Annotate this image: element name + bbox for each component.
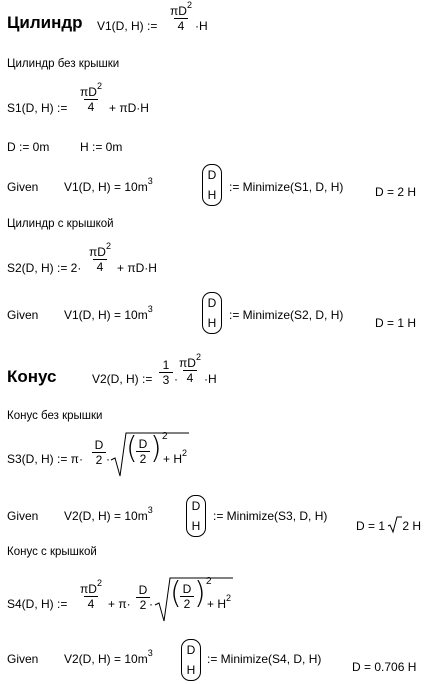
s4-lhs: S4(D, H) := [7,597,68,611]
volume-constraint[interactable]: V1(D, $H) = 10m^3$ [64,304,153,322]
volume-constraint[interactable]: V2(D, $H) = 10m^3$ [64,505,153,523]
init-d[interactable]: D := 0m [7,140,50,154]
result-vector: D H [202,164,222,206]
volume-rhs: ·H [204,372,217,386]
s1-rhs: + πD·H [109,101,149,115]
d-over-2-fraction: D 2 [92,439,106,466]
sqrt-symbol [388,517,402,533]
s3-lhs: S3(D, H) := π· [7,452,83,466]
cylinder-closed-subtitle: Цилиндр с крышкой [7,218,114,230]
minimize-call[interactable]: := Minimize(S2, D, H) [229,308,344,322]
s4-fraction: $\pi D^2$ 4 [80,578,102,611]
result-ratio: D = 1 H [375,316,417,330]
inner-d-over-2: D 2 [136,438,150,465]
s2-fraction: $\pi D^2$ 4 [89,241,111,274]
result-ratio: D = 0.706 H [352,660,417,674]
minimize-call[interactable]: := Minimize(S3, D, H) [213,509,328,523]
volume-lhs: V2(D, H) := [92,372,153,386]
one-third-fraction: 1 3 [159,359,173,386]
inner-d-over-2: D 2 [180,583,194,610]
given-keyword[interactable]: Given [7,308,39,322]
cylinder-title: Цилиндр [7,13,83,32]
s1-fraction: $\pi D^2$ 4 [80,81,102,114]
result-vector: D H [202,292,222,334]
cone-title: Конус [7,367,57,386]
cylinder-open-subtitle: Цилиндр без крышки [7,58,120,70]
volume-fraction: $\pi D^2$ 4 [179,352,201,385]
given-keyword[interactable]: Given [7,509,39,523]
result-ratio: D = 2 H [375,185,417,199]
s1-lhs: S1(D, H) := [7,101,68,115]
s2-rhs: + πD·H [117,261,157,275]
cone-open-subtitle: Конус без крышки [7,410,103,422]
minimize-call[interactable]: := Minimize(S4, D, H) [207,652,322,666]
given-keyword[interactable]: Given [7,180,39,194]
init-h[interactable]: H := 0m [80,140,123,154]
minimize-call[interactable]: := Minimize(S1, D, H) [229,180,344,194]
result-vector: D H [181,639,201,681]
given-keyword[interactable]: Given [7,652,39,666]
result-vector: D H [186,495,206,537]
volume-rhs: ·H [195,19,208,33]
cone-closed-subtitle: Конус с крышкой [7,546,97,558]
result-ratio: D = 1 2 H [356,519,422,533]
volume-lhs: V1(D, H) := [97,19,158,33]
volume-constraint[interactable]: V2(D, $H) = 10m^3$ [64,648,153,666]
volume-constraint[interactable]: V1(D, $H) = 10m^3$ [64,176,153,194]
s2-lhs: S2(D, H) := 2· [7,261,82,275]
mathcad-worksheet: Цилиндр V1(D, H) := $\pi D^2$ 4 ·H Цилиндр без крышки S1(D, H) := $\pi D^2$ 4 + πD·H D := 0m H := 0m Given V1(D, $H) = 10m^3$ D H := Minimize(S1, D, H) D = 2 H Цилиндр с крышкой S2(D, H) := 2· $\pi D^2$ 4 + πD·H Given V1(D, $H) = 10m^3$ D H := Minimize(S2, D, H) D = 1 H Конус V2(D, H) := 1 3 · $\pi D^2$ 4 ·H Конус без крышки S3(D, H) := π· D 2 · ( D 2 ) 2 + $H^2$ Given V2(D, $H) = 10m^3$ D H := Minimize(S3, D, H) D = 1 2 H Конус с крышкой S4(D, H) := $\pi D^2$ 4 + π· D 2 · ( D 2 ) 2 + $H^2$ Given V2(D, $H) = 10m^3$ D H := Minimize(S4, D, H) D = 0.706 H [0,0,426,684]
d-over-2-fraction: D 2 [136,584,150,611]
volume-fraction: $\pi D^2$ 4 [170,0,192,33]
